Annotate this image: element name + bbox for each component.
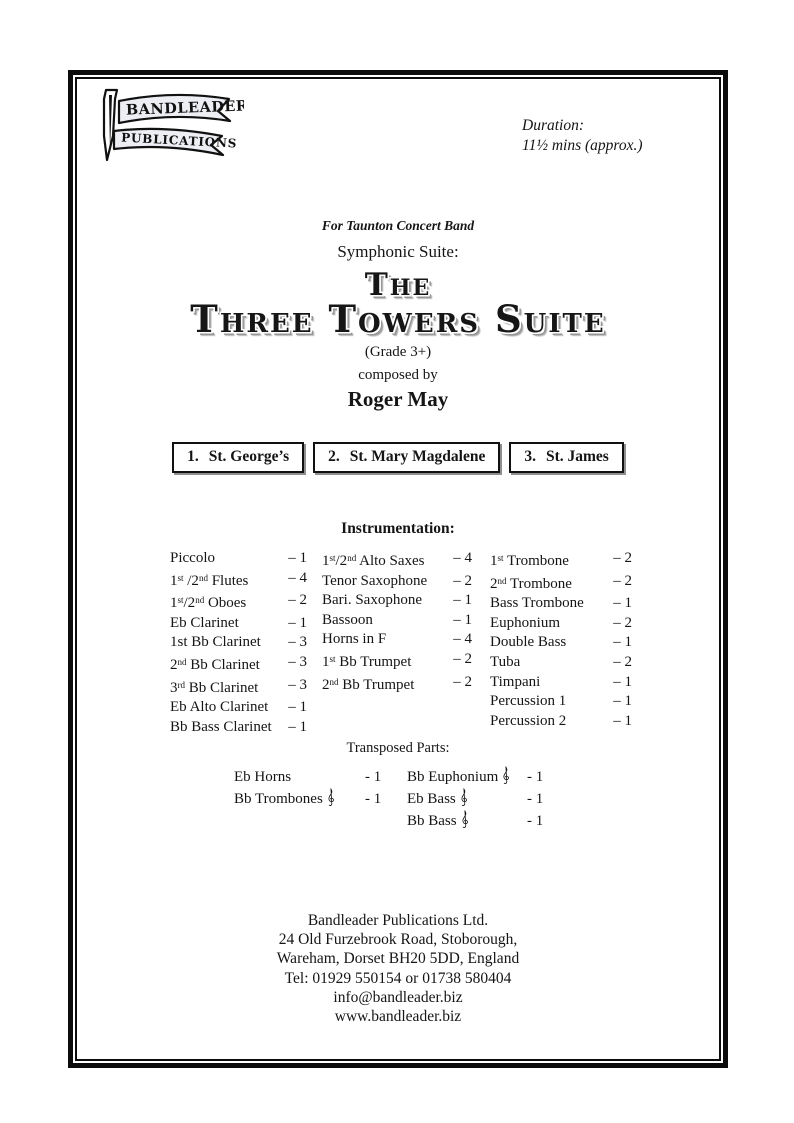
transposed-label: Eb Horns xyxy=(234,769,292,785)
instrument-row xyxy=(170,718,307,738)
instrument-count: – 1 xyxy=(453,611,472,628)
transposed-count: - 1 xyxy=(365,791,382,807)
transposed-grid xyxy=(234,766,567,832)
instrument-label: Eb Clarinet xyxy=(170,614,239,631)
transposed-empty-cell xyxy=(365,810,407,832)
instrument-label: Bass Trombone xyxy=(490,595,584,612)
instrument-label: Double Bass xyxy=(490,634,567,651)
instrument-row xyxy=(170,653,307,676)
instrument-row xyxy=(170,614,307,634)
transposed-count: - 1 xyxy=(365,769,382,785)
transposed-label: Bb Trombones xyxy=(234,788,365,810)
movement-box-1 xyxy=(172,442,304,473)
movement-name: St. Mary Magdalene xyxy=(349,448,486,465)
duration-block xyxy=(522,116,712,156)
instrument-label: Percussion 2 xyxy=(490,712,567,729)
movement-number: 1. xyxy=(187,448,199,465)
instrumentation-column-1 xyxy=(170,549,307,738)
treble-clef-icon xyxy=(326,788,335,807)
instrument-count: – 1 xyxy=(613,595,632,612)
publisher-footer xyxy=(68,911,728,1026)
instrument-count: – 4 xyxy=(288,569,307,586)
instrument-label: Horns in F xyxy=(322,631,387,648)
bandleader-logo xyxy=(84,86,244,174)
title-line-2: Three Towers Suite xyxy=(190,297,606,341)
instrument-label: 1st /2nd Flutes xyxy=(170,572,249,589)
logo-line2: PUBLICATIONS xyxy=(120,130,238,151)
footer-line: Wareham, Dorset BH20 5DD, England xyxy=(276,950,520,968)
instrumentation-heading: Instrumentation: xyxy=(341,520,455,537)
instrument-row xyxy=(170,633,307,653)
instrument-row xyxy=(490,653,632,673)
duration-value: 11½ mins (approx.) xyxy=(522,137,643,154)
instrument-label: 3rd Bb Clarinet xyxy=(170,679,259,696)
instrument-row xyxy=(322,611,472,631)
instrument-row xyxy=(490,614,632,634)
instrument-count: – 1 xyxy=(288,718,307,735)
instrument-count: – 2 xyxy=(453,572,472,589)
instrument-label: Bassoon xyxy=(322,611,373,628)
instrument-label: Bb Bass Clarinet xyxy=(170,718,272,735)
instrument-label: 1st/2nd Oboes xyxy=(170,595,247,612)
dedication: For Taunton Concert Band xyxy=(321,218,475,233)
instrument-row xyxy=(322,549,472,572)
logo-line1: BANDLEADER xyxy=(125,97,244,119)
instrument-count: – 4 xyxy=(453,631,472,648)
transposed-empty-cell xyxy=(234,810,365,832)
instrument-row xyxy=(170,698,307,718)
instrument-label: Eb Alto Clarinet xyxy=(170,699,269,716)
instrument-row xyxy=(322,630,472,650)
instrumentation-column-2 xyxy=(322,549,472,695)
treble-clef-icon xyxy=(459,788,468,807)
instrument-label: Timpani xyxy=(490,673,541,690)
movement-box-2 xyxy=(313,442,500,473)
instrument-count: – 1 xyxy=(613,673,632,690)
transposed-label: Bb Bass xyxy=(407,810,527,832)
movements-row xyxy=(68,442,728,473)
instrument-count: – 4 xyxy=(453,550,472,566)
footer-line: 24 Old Furzebrook Road, Stoborough, xyxy=(278,931,518,949)
transposed-count: - 1 xyxy=(527,769,544,785)
instrument-label: 2nd Trombone xyxy=(490,575,572,592)
instrument-count: – 2 xyxy=(453,673,472,690)
instrument-count: – 2 xyxy=(453,651,472,668)
instrument-count: – 1 xyxy=(613,712,632,729)
instrument-count: – 1 xyxy=(453,592,472,609)
treble-clef-icon xyxy=(460,810,469,829)
movement-name: St. James xyxy=(545,448,609,465)
instrument-row xyxy=(490,633,632,653)
instrument-count: – 2 xyxy=(288,592,307,609)
instrument-row xyxy=(490,673,632,693)
instrument-label: Piccolo xyxy=(170,550,215,566)
transposed-count: - 1 xyxy=(527,813,544,829)
instrument-label: Tenor Saxophone xyxy=(322,572,428,589)
instrument-row xyxy=(170,591,307,614)
instrument-label: Bari. Saxophone xyxy=(322,592,422,609)
instrument-label: 1st/2nd Alto Saxes xyxy=(322,553,425,570)
instrumentation-column-3 xyxy=(490,549,632,731)
footer-line: info@bandleader.biz xyxy=(333,988,463,1006)
treble-clef-icon xyxy=(501,766,510,785)
composed-by-label: composed by xyxy=(358,367,438,383)
instrument-count: – 1 xyxy=(288,614,307,631)
movement-box-3 xyxy=(509,442,623,473)
instrument-count: – 2 xyxy=(613,572,632,589)
instrument-row xyxy=(322,673,472,696)
instrument-row xyxy=(322,650,472,673)
movement-number: 3. xyxy=(524,448,536,465)
bandleader-logo-graphic xyxy=(84,86,244,174)
instrument-label: 2nd Bb Trumpet xyxy=(322,676,415,693)
instrument-label: 2nd Bb Clarinet xyxy=(170,657,260,674)
instrument-label: 1st Trombone xyxy=(490,553,569,570)
instrument-label: Percussion 1 xyxy=(490,693,567,710)
instrument-count: – 1 xyxy=(288,699,307,716)
footer-line: Tel: 01929 550154 or 01738 580404 xyxy=(284,969,512,987)
instrument-count: – 3 xyxy=(288,634,307,651)
composer-name: Roger May xyxy=(347,387,449,411)
instrument-label: 1st Bb Clarinet xyxy=(170,634,261,651)
instrument-label: 1st Bb Trumpet xyxy=(322,654,412,671)
instrument-count: – 2 xyxy=(613,550,632,566)
footer-line: Bandleader Publications Ltd. xyxy=(307,912,489,929)
instrument-label: Tuba xyxy=(490,654,521,671)
instrument-row xyxy=(490,549,632,572)
transposed-parts-heading: Transposed Parts: xyxy=(346,740,450,756)
footer-line: www.bandleader.biz xyxy=(334,1008,462,1026)
duration-label: Duration: xyxy=(522,117,584,134)
instrument-row xyxy=(490,594,632,614)
instrument-row xyxy=(322,572,472,592)
instrument-row xyxy=(170,676,307,699)
grade: (Grade 3+) xyxy=(364,344,432,360)
title-line-1: The xyxy=(364,267,432,303)
instrument-count: – 2 xyxy=(613,614,632,631)
instrument-row xyxy=(170,549,307,569)
instrument-count: – 2 xyxy=(613,654,632,671)
instrument-row xyxy=(322,591,472,611)
instrument-count: – 1 xyxy=(613,634,632,651)
transposed-label: Bb Euphonium xyxy=(407,766,527,788)
instrument-row xyxy=(490,712,632,732)
instrument-count: – 1 xyxy=(288,550,307,566)
transposed-count: - 1 xyxy=(527,791,544,807)
instrument-count: – 3 xyxy=(288,654,307,671)
instrument-label: Euphonium xyxy=(490,614,560,631)
instrument-row xyxy=(170,569,307,592)
movement-number: 2. xyxy=(328,448,340,465)
instrument-row xyxy=(490,572,632,595)
instrument-row xyxy=(490,692,632,712)
transposed-label: Eb Bass xyxy=(407,788,527,810)
instrument-count: – 3 xyxy=(288,676,307,693)
movement-name: St. George’s xyxy=(208,448,290,465)
instrument-count: – 1 xyxy=(613,693,632,710)
subtitle: Symphonic Suite: xyxy=(337,242,459,261)
